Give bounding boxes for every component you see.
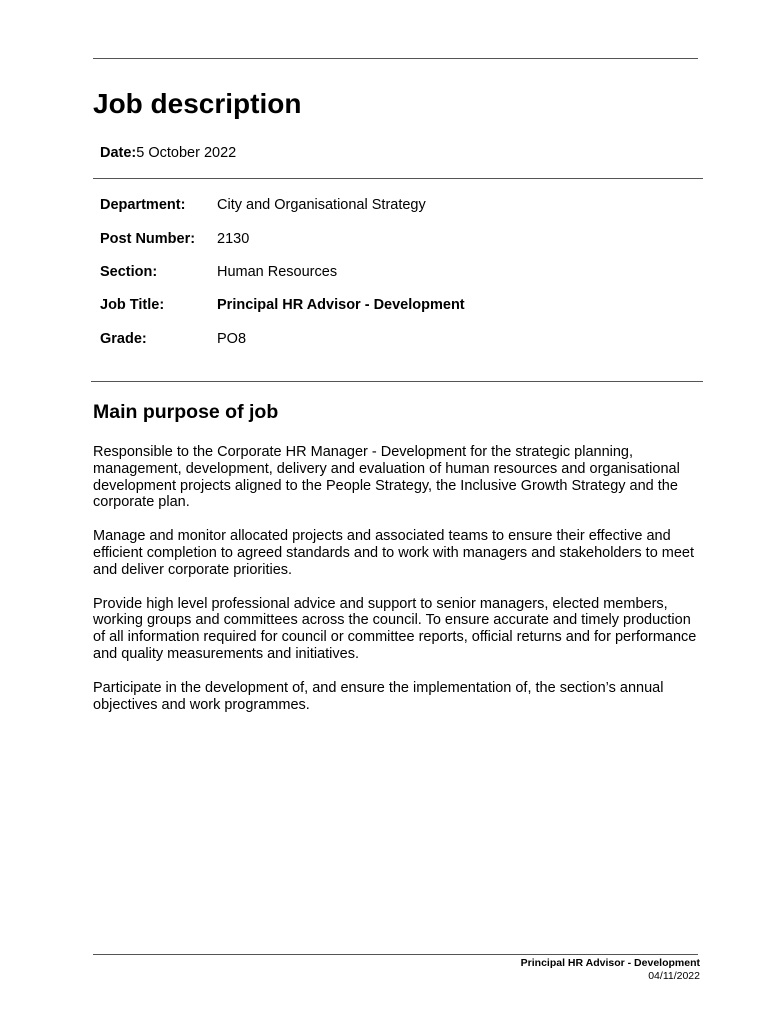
page-footer [521,957,700,982]
header-divider [93,178,703,179]
main-purpose-heading: Main purpose of job [93,401,279,423]
page-title: Job description [93,88,302,119]
field-label: Department: [100,197,186,213]
field-value: City and Organisational Strategy [217,197,426,213]
top-divider [93,58,698,59]
field-label: Grade: [100,331,147,347]
field-label: Job Title: [100,297,165,313]
field-value: Principal HR Advisor - Development [217,297,465,313]
field-value: Human Resources [217,264,338,280]
paragraph: Provide high level professional advice and support to senior managers, elected members, working groups and committees across the council. To ensure accurate and timely production of all information required for council or committee reports, official returns and for performance and quality measurements and initiatives. [93,595,697,662]
paragraph: Responsible to the Corporate HR Manager - Development for the strategic planning, management, development, delivery and evaluation of human resources and organisational development projects aligned to the People Strategy, the Inclusive Growth Strategy and the corporate plan. [93,444,680,511]
footer-title: Principal HR Advisor - Development [520,957,700,969]
paragraph: Participate in the development of, and ensure the implementation of, the section’s annual objectives and work programmes. [93,679,664,713]
date-value: 5 October 2022 [136,145,237,161]
paragraph: Manage and monitor allocated projects and associated teams to ensure their effective and efficient completion to agreed standards and to work with managers and stakeholders to meet and deliver corporate priorities. [93,528,695,578]
footer-divider [93,954,698,955]
section-divider [91,381,703,382]
date-label: Date: [100,145,137,161]
field-value: PO8 [217,331,247,347]
field-value: 2130 [217,230,250,247]
main-purpose-body [93,444,703,730]
footer-date: 04/11/2022 [648,969,700,982]
document-date [100,144,236,162]
field-label: Post Number: [100,230,196,247]
field-label: Section: [100,264,158,280]
